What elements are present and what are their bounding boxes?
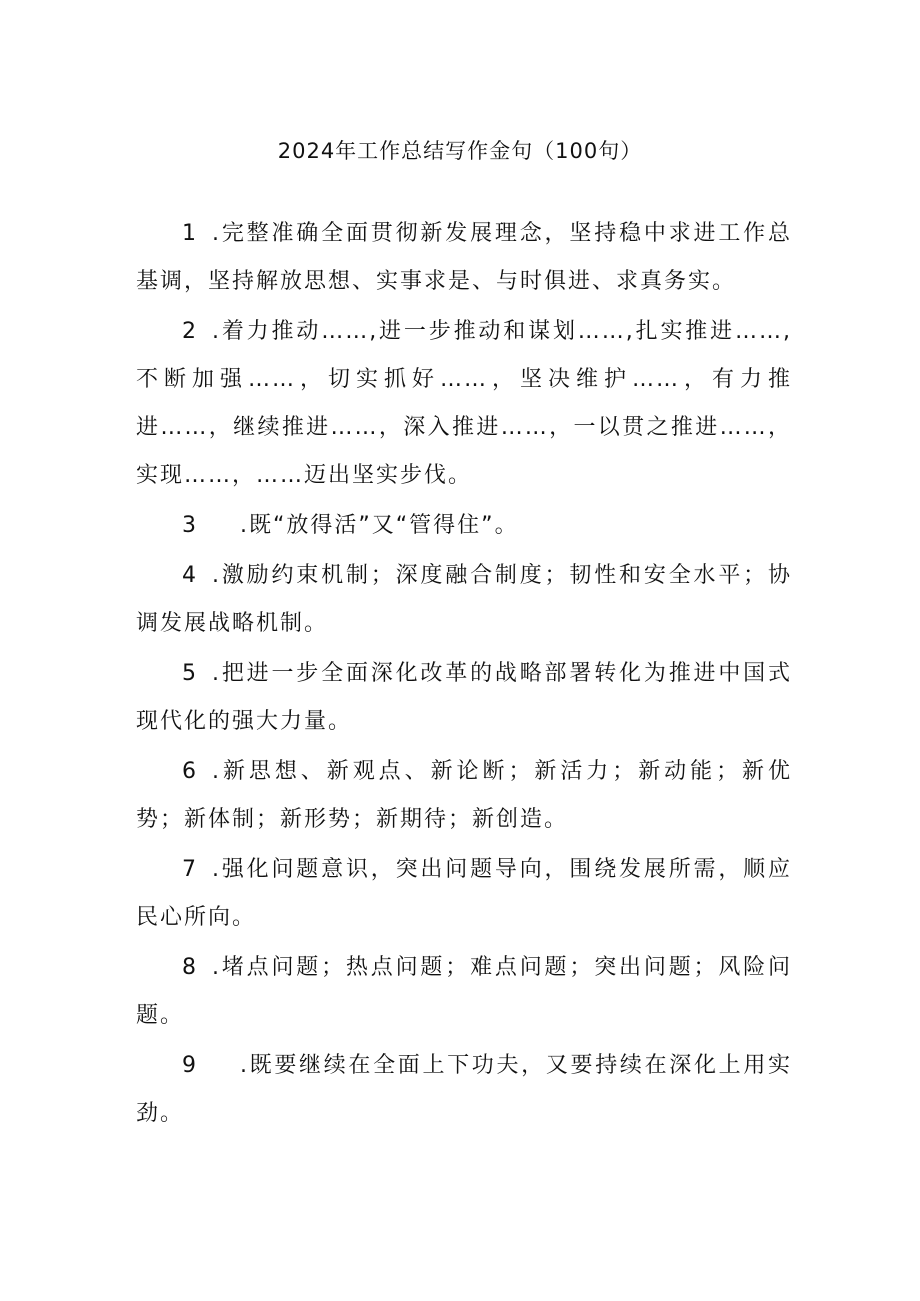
item-number: 3 [182,513,196,538]
item-text: .完整准确全面贯彻新发展理念，坚持稳中求进工作总基调，坚持解放思想、实事求是、与时俱进、求真务实。 [136,221,792,294]
item-number: 2 [182,319,196,344]
item-text: .新思想、新观点、新论断；新活力；新动能；新优势；新体制；新形势；新期待；新创造。 [136,759,792,832]
item-number: 9 [182,1053,196,1078]
item-text: .着力推动……,进一步推动和谋划……,扎实推进……,不断加强……，切实抓好……，坚决维护……，有力推进……，继续推进……，深入推进……，一以贯之推进……，实现……，……迈出坚实步伐。 [136,319,792,488]
document-title: 2024年工作总结写作金句（100句） [277,139,643,163]
item-number: 7 [182,857,196,882]
item-text: .把进一步全面深化改革的战略部署转化为推进中国式现代化的强大力量。 [136,661,792,734]
list-item [136,210,792,306]
item-number: 4 [182,563,196,588]
list-item [136,502,792,550]
list-item [136,846,792,942]
list-item [136,944,792,1040]
item-text: .堵点问题；热点问题；难点问题；突出问题；风险问题。 [136,955,792,1028]
document-body [136,210,792,1138]
item-number: 6 [182,759,196,784]
item-number: 8 [182,955,196,980]
list-item [136,1042,792,1138]
item-text: .强化问题意识，突出问题导向，围绕发展所需，顺应民心所向。 [136,857,792,930]
item-number: 1 [182,221,196,246]
item-number: 5 [182,661,196,686]
item-text: .激励约束机制；深度融合制度；韧性和安全水平；协调发展战略机制。 [136,563,792,636]
list-item [136,650,792,746]
list-item [136,308,792,500]
item-text: .既“放得活”又“管得住”。 [240,513,519,538]
list-item [136,552,792,648]
list-item [136,748,792,844]
item-text: .既要继续在全面上下功夫，又要持续在深化上用实劲。 [136,1053,792,1126]
